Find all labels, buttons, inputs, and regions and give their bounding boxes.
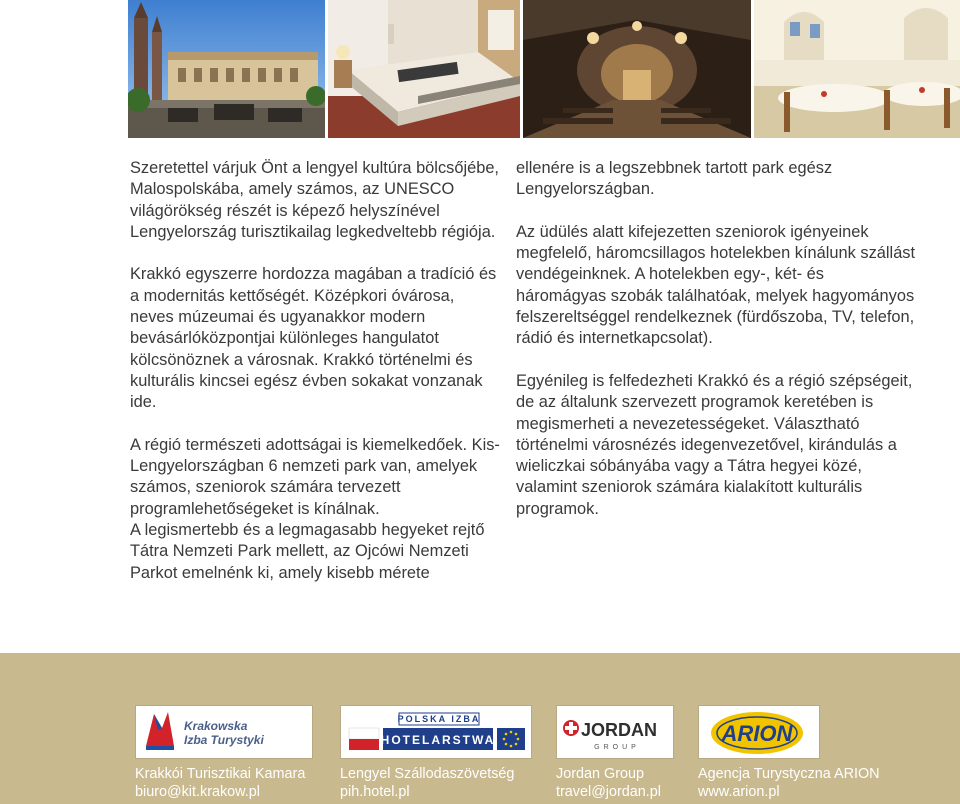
partner-name: Lengyel Szállodaszövetség	[340, 766, 515, 782]
paragraph-tatra: A legismertebb és a legmagasabb hegyeket rejtő Tátra Nemzeti Park mellett, az Ojcówi Nemzeti Parkot emelnénk ki, amely kisebb mérete	[130, 521, 485, 582]
jordan-logo-text-2: GROUP	[594, 744, 640, 751]
paragraph-hotels: Az üdülés alatt kifejezetten szeniorok igényeinek megfelelő, háromcsillagos hotelekben kínálunk szállást vendégeinknek. A hotelekben egy-, két- és háromágyas szobák találhatóak, melyek hagyományos felszereltséggel rendelkeznek (fürdőszoba, TV, telefon, rádió és internetkapcsolat).	[516, 222, 916, 348]
restaurant-photo	[754, 0, 960, 138]
paragraph-welcome: Szeretettel várjuk Önt a lengyel kultúra bölcsőjébe, Malospolskába, amely számos, az UNESCO világörökség részét is képező helyszínével Lengyelország turisztikailag legkedveltebb régiója.	[130, 159, 499, 241]
arion-logo[interactable]	[698, 705, 820, 759]
partner-contact-link[interactable]: biuro@kit.krakow.pl	[135, 784, 260, 800]
paragraph-programs: Egyénileg is felfedezheti Krakkó és a régió szépségeit, de az általunk szervezett programok keretében is megismerheti a nevezetességeket. Választható történelmi városnézés idegenvezetővel, kirándulás a wieliczkai sóbányába vagy a Tátra hegyei közé, valamint szeniorok számára kialakított kulturális programok.	[516, 371, 913, 518]
krakowska-izba-logo[interactable]	[135, 705, 313, 759]
paragraph-krakow: Krakkó egyszerre hordozza magában a tradíció és a modernitás kettőségét. Középkori óvárosa, neves múzeumai és ugyanakkor modern bevásárlóközpontjai különleges hangulatot kölcsönöznek a városnak. Krakkó történelmi és kulturális kincsei egész évben sokakat vonzanak ide.	[130, 265, 497, 412]
partner-name: Krakkói Turisztikai Kamara	[135, 766, 306, 782]
partner-jordan	[556, 765, 661, 801]
text-column-right	[516, 158, 916, 541]
krakowska-logo-text-1: Krakowska	[184, 719, 248, 733]
partner-arion	[698, 765, 880, 801]
partner-contact-link[interactable]: www.arion.pl	[698, 784, 780, 800]
krakow-cloth-hall-photo	[128, 0, 325, 138]
text-column-left	[130, 158, 500, 605]
polska-logo-text-2: HOTELARSTWA	[380, 733, 496, 747]
jordan-logo-text-1: JORDAN	[581, 720, 658, 740]
hotel-room-photo	[328, 0, 520, 138]
polska-izba-hotelarstwa-logo[interactable]	[340, 705, 532, 759]
partner-name: Agencja Turystyczna ARION	[698, 766, 880, 782]
partner-contact-link[interactable]: pih.hotel.pl	[340, 784, 410, 800]
partner-name: Jordan Group	[556, 766, 644, 782]
krakowska-logo-text-2: Izba Turystyki	[184, 733, 264, 747]
arion-logo-text: ARION	[721, 721, 793, 746]
partner-contact-link[interactable]: travel@jordan.pl	[556, 784, 661, 800]
polska-logo-text-1: POLSKA IZBA	[397, 714, 481, 724]
partners-footer	[0, 653, 960, 804]
photo-strip	[128, 0, 960, 138]
jordan-group-logo[interactable]	[556, 705, 674, 759]
paragraph-ojcow: ellenére is a legszebbnek tartott park egész Lengyelországban.	[516, 159, 833, 199]
paragraph-nature: A régió természeti adottságai is kiemelkedőek. Kis-Lengyelországban 6 nemzeti park van, amelyek számos, szeniorok számára tervezett programlehetőségeket is kínálnak.	[130, 435, 500, 518]
partner-krakowska	[135, 765, 305, 801]
salt-mine-chapel-photo	[523, 0, 751, 138]
partner-polska-izba	[340, 765, 514, 801]
